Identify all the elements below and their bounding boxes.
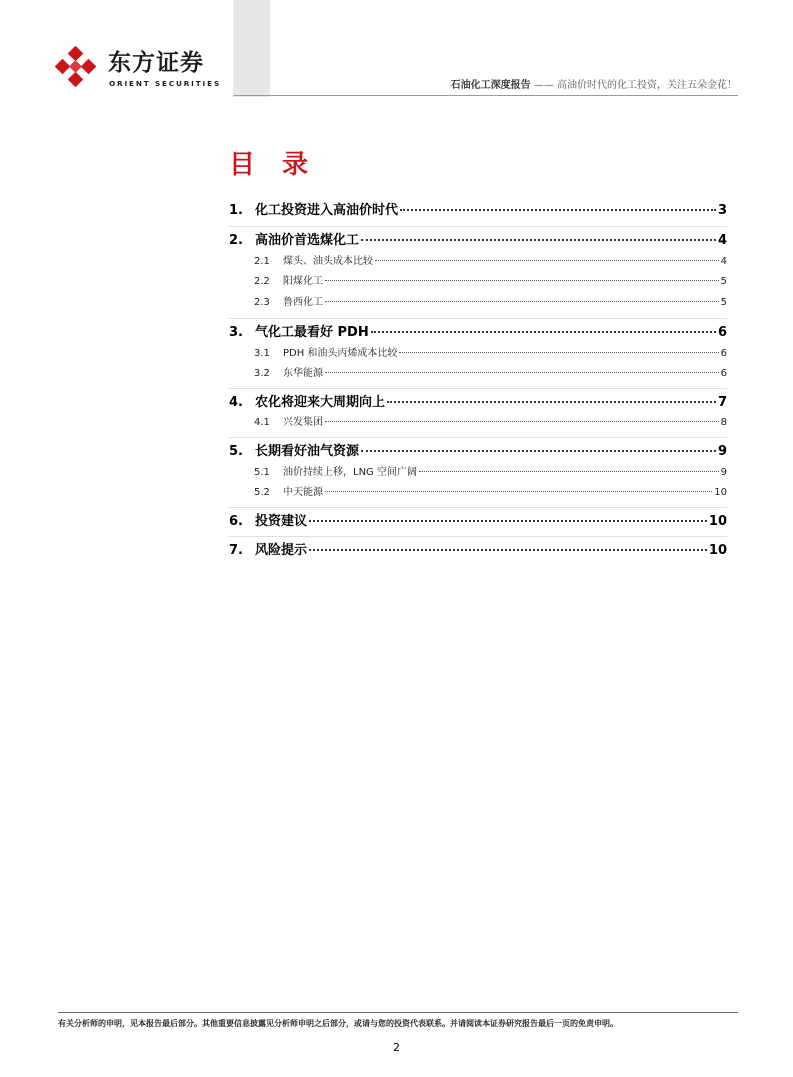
toc-entry-page: 6 — [717, 325, 727, 340]
toc-dot-leader — [361, 239, 716, 241]
toc-entry-number: 5.2 — [254, 487, 270, 498]
toc-subsection-3-1[interactable] — [254, 347, 727, 360]
toc-section-2[interactable] — [229, 233, 727, 249]
toc-entry-page: 7 — [717, 395, 727, 410]
analyst-disclaimer: 有关分析师的申明，见本报告最后部分。其他重要信息披露见分析师申明之后部分，或请与您的投资代表联系。并请阅读本证券研究报告最后一页的免责申明。 — [58, 1019, 618, 1028]
toc-dot-leader — [399, 352, 718, 353]
toc-subsection-5-2[interactable] — [254, 486, 727, 499]
toc-entry-number: 4.1 — [254, 417, 270, 428]
toc-dot-leader — [400, 209, 716, 211]
toc-section-3[interactable] — [229, 325, 727, 341]
toc-entry-label: 兴发集团 — [283, 417, 323, 428]
toc-entry-label: PDH 和油头丙烯成本比较 — [283, 348, 398, 359]
toc-entry-page: 6 — [720, 348, 727, 359]
toc-entry-number: 4. — [229, 395, 243, 410]
orient-securities-logo-icon — [55, 46, 99, 90]
toc-subsection-4-1[interactable] — [254, 416, 727, 429]
header-gray-block — [233, 0, 270, 97]
toc-section-4[interactable] — [229, 395, 727, 411]
toc-dot-leader — [361, 450, 716, 452]
toc-entry-number: 1. — [229, 203, 243, 218]
toc-entry-number: 3. — [229, 325, 243, 340]
toc-section-separator — [229, 437, 727, 438]
report-subtitle: 高油价时代的化工投资，关注五朵金花！ — [557, 80, 737, 91]
toc-entry-page: 10 — [714, 487, 727, 498]
toc-entry-page: 9 — [720, 467, 727, 478]
toc-entry-page: 4 — [717, 233, 727, 248]
toc-dot-leader — [309, 549, 707, 551]
toc-entry-label: 煤头、油头成本比较 — [283, 256, 373, 267]
toc-entry-number: 3.2 — [254, 368, 270, 379]
toc-entry-label: 气化工最看好 PDH — [255, 325, 369, 340]
toc-section-separator — [229, 536, 727, 537]
toc-section-1[interactable] — [229, 203, 727, 219]
toc-entry-page: 5 — [720, 276, 727, 287]
toc-dot-leader — [325, 301, 719, 302]
toc-entry-label: 阳煤化工 — [283, 276, 323, 287]
page-number: 2 — [393, 1041, 400, 1054]
toc-entry-number: 5. — [229, 444, 243, 459]
toc-subsection-2-2[interactable] — [254, 275, 727, 288]
toc-dot-leader — [325, 421, 719, 422]
toc-section-separator — [229, 507, 727, 508]
toc-entry-page: 6 — [720, 368, 727, 379]
toc-entry-label: 风险提示 — [255, 543, 308, 558]
toc-subsection-2-3[interactable] — [254, 296, 727, 309]
header-divider — [234, 95, 738, 96]
brand-name-cn: 东方证券 — [108, 50, 204, 76]
report-type: 石油化工深度报告 — [450, 80, 531, 91]
toc-entry-page: 3 — [717, 203, 727, 218]
toc-entry-label: 中天能源 — [283, 487, 323, 498]
toc-entry-number: 2. — [229, 233, 243, 248]
toc-dot-leader — [309, 520, 707, 522]
brand-name-en: ORIENT SECURITIES — [109, 79, 222, 88]
report-header — [430, 79, 737, 93]
toc-entry-number: 2.3 — [254, 297, 270, 308]
toc-entry-label: 农化将迎来大周期向上 — [255, 395, 386, 410]
toc-dot-leader — [325, 372, 719, 373]
brand-logo — [55, 46, 225, 92]
toc-dot-leader — [371, 331, 716, 333]
toc-entry-number: 7. — [229, 543, 243, 558]
toc-dot-leader — [419, 471, 719, 472]
toc-entry-number: 2.1 — [254, 256, 270, 267]
toc-dot-leader — [375, 260, 719, 261]
toc-section-5[interactable] — [229, 444, 727, 460]
toc-entry-label: 长期看好油气资源 — [255, 444, 360, 459]
footer-divider — [58, 1012, 738, 1013]
toc-entry-page: 10 — [708, 543, 727, 558]
toc-entry-label: 投资建议 — [255, 514, 308, 529]
toc-entry-number: 2.2 — [254, 276, 270, 287]
toc-entry-label: 东华能源 — [283, 368, 323, 379]
toc-entry-number: 3.1 — [254, 348, 270, 359]
toc-section-separator — [229, 318, 727, 319]
toc-dot-leader — [325, 491, 712, 492]
toc-dot-leader — [387, 401, 716, 403]
toc-dot-leader — [325, 280, 719, 281]
toc-entry-label: 化工投资进入高油价时代 — [255, 203, 399, 218]
toc-section-6[interactable] — [229, 514, 727, 530]
toc-entry-page: 8 — [720, 417, 727, 428]
toc-entry-number: 6. — [229, 514, 243, 529]
toc-title: 目 录 — [229, 150, 318, 180]
toc-entry-label: 油价持续上移，LNG 空间广阔 — [283, 467, 417, 478]
toc-entry-label: 高油价首选煤化工 — [255, 233, 360, 248]
toc-entry-number: 5.1 — [254, 467, 270, 478]
toc-section-separator — [229, 388, 727, 389]
toc-entry-label: 鲁西化工 — [283, 297, 323, 308]
toc-section-separator — [229, 226, 727, 227]
toc-subsection-2-1[interactable] — [254, 255, 727, 268]
toc-entry-page: 10 — [708, 514, 727, 529]
header-dash: —— — [530, 80, 557, 91]
toc-section-7[interactable] — [229, 543, 727, 559]
toc-entry-page: 9 — [717, 444, 727, 459]
toc-entry-page: 4 — [720, 256, 727, 267]
toc-subsection-5-1[interactable] — [254, 466, 727, 479]
toc-entry-page: 5 — [720, 297, 727, 308]
toc-subsection-3-2[interactable] — [254, 367, 727, 380]
